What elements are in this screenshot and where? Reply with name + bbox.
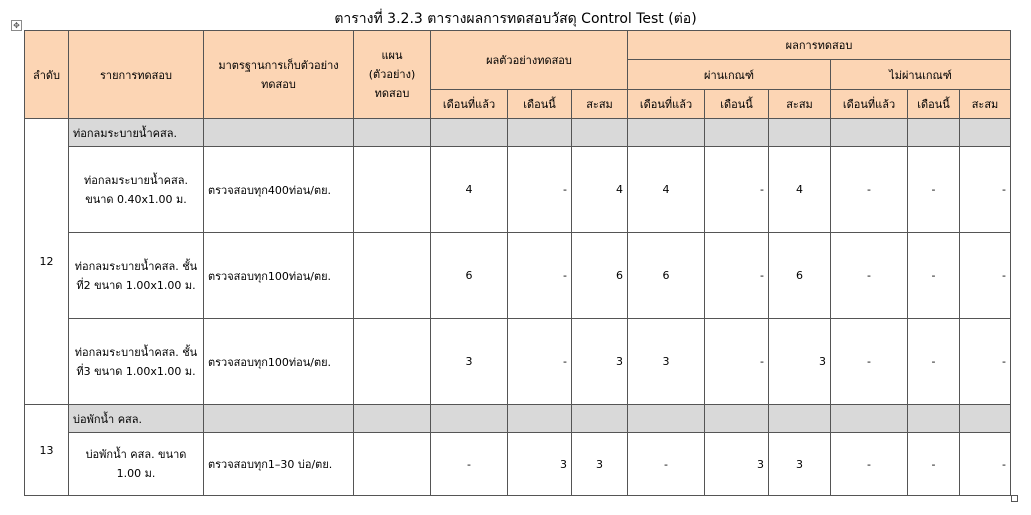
empty-cell bbox=[960, 119, 1011, 147]
pass-prev-month: 6 bbox=[628, 233, 705, 319]
row-standard: ตรวจสอบทุก1–30 บ่อ/ตย. bbox=[204, 433, 354, 496]
empty-cell bbox=[960, 405, 1011, 433]
table-resize-handle-icon[interactable] bbox=[1011, 495, 1018, 502]
sample-prev-month: 6 bbox=[431, 233, 508, 319]
empty-cell bbox=[831, 405, 908, 433]
pass-prev-month: - bbox=[628, 433, 705, 496]
fail-prev-month: - bbox=[831, 319, 908, 405]
header-plan: แผน (ตัวอย่าง) ทดสอบ bbox=[354, 31, 431, 119]
empty-cell bbox=[705, 119, 769, 147]
header-pass-cumulative: สะสม bbox=[769, 90, 831, 119]
sample-cumulative: 4 bbox=[572, 147, 628, 233]
empty-cell bbox=[628, 119, 705, 147]
header-sample-prev-month: เดือนที่แล้ว bbox=[431, 90, 508, 119]
fail-cumulative: - bbox=[960, 433, 1011, 496]
empty-cell bbox=[572, 119, 628, 147]
fail-prev-month: - bbox=[831, 233, 908, 319]
header-test-results: ผลการทดสอบ bbox=[628, 31, 1011, 60]
row-item: ท่อกลมระบายน้ำคสล. ขนาด 0.40x1.00 ม. bbox=[69, 147, 204, 233]
table-title: ตารางที่ 3.2.3 ตารางผลการทดสอบวัสดุ Control Test (ต่อ) bbox=[334, 11, 697, 27]
fail-cumulative: - bbox=[960, 319, 1011, 405]
fail-cumulative: - bbox=[960, 233, 1011, 319]
empty-cell bbox=[628, 405, 705, 433]
fail-this-month: - bbox=[908, 233, 960, 319]
header-fail-cumulative: สะสม bbox=[960, 90, 1011, 119]
pass-this-month: - bbox=[705, 319, 769, 405]
pass-this-month: - bbox=[705, 147, 769, 233]
sample-this-month: - bbox=[508, 233, 572, 319]
empty-cell bbox=[769, 119, 831, 147]
row-standard: ตรวจสอบทุก400ท่อน/ตย. bbox=[204, 147, 354, 233]
pass-cumulative: 3 bbox=[769, 433, 831, 496]
row-item: บ่อพักน้ำ คสล. ขนาด 1.00 ม. bbox=[69, 433, 204, 496]
header-pass: ผ่านเกณฑ์ bbox=[628, 60, 831, 90]
pass-prev-month: 4 bbox=[628, 147, 705, 233]
sample-prev-month: - bbox=[431, 433, 508, 496]
empty-cell bbox=[908, 405, 960, 433]
row-plan bbox=[354, 147, 431, 233]
header-fail: ไม่ผ่านเกณฑ์ bbox=[831, 60, 1011, 90]
group-order: 12 bbox=[25, 119, 69, 405]
sample-cumulative: 3 bbox=[572, 433, 628, 496]
row-standard: ตรวจสอบทุก100ท่อน/ตย. bbox=[204, 319, 354, 405]
pass-cumulative: 4 bbox=[769, 147, 831, 233]
control-test-table bbox=[24, 30, 1011, 496]
empty-cell bbox=[354, 119, 431, 147]
header-item: รายการทดสอบ bbox=[69, 31, 204, 119]
row-item: ท่อกลมระบายน้ำคสล. ชั้นที่2 ขนาด 1.00x1.00 ม. bbox=[69, 233, 204, 319]
group-label: ท่อกลมระบายน้ำคสล. bbox=[69, 119, 204, 147]
empty-cell bbox=[769, 405, 831, 433]
fail-prev-month: - bbox=[831, 433, 908, 496]
pass-prev-month: 3 bbox=[628, 319, 705, 405]
empty-cell bbox=[354, 405, 431, 433]
empty-cell bbox=[508, 405, 572, 433]
sample-cumulative: 6 bbox=[572, 233, 628, 319]
pass-this-month: 3 bbox=[705, 433, 769, 496]
sample-prev-month: 3 bbox=[431, 319, 508, 405]
pass-cumulative: 6 bbox=[769, 233, 831, 319]
empty-cell bbox=[431, 405, 508, 433]
header-fail-this-month: เดือนนี้ bbox=[908, 90, 960, 119]
group-label: บ่อพักน้ำ คสล. bbox=[69, 405, 204, 433]
fail-cumulative: - bbox=[960, 147, 1011, 233]
header-pass-prev-month: เดือนที่แล้ว bbox=[628, 90, 705, 119]
fail-this-month: - bbox=[908, 433, 960, 496]
empty-cell bbox=[908, 119, 960, 147]
empty-cell bbox=[705, 405, 769, 433]
header-pass-this-month: เดือนนี้ bbox=[705, 90, 769, 119]
row-plan bbox=[354, 233, 431, 319]
header-sample-cumulative: สะสม bbox=[572, 90, 628, 119]
header-order: ลำดับ bbox=[25, 31, 69, 119]
fail-this-month: - bbox=[908, 147, 960, 233]
sample-prev-month: 4 bbox=[431, 147, 508, 233]
empty-cell bbox=[508, 119, 572, 147]
empty-cell bbox=[831, 119, 908, 147]
row-plan bbox=[354, 433, 431, 496]
row-item: ท่อกลมระบายน้ำคสล. ชั้นที่3 ขนาด 1.00x1.00 ม. bbox=[69, 319, 204, 405]
empty-cell bbox=[572, 405, 628, 433]
sample-this-month: - bbox=[508, 147, 572, 233]
header-standard: มาตรฐานการเก็บตัวอย่างทดสอบ bbox=[204, 31, 354, 119]
row-standard: ตรวจสอบทุก100ท่อน/ตย. bbox=[204, 233, 354, 319]
header-fail-prev-month: เดือนที่แล้ว bbox=[831, 90, 908, 119]
empty-cell bbox=[431, 119, 508, 147]
fail-prev-month: - bbox=[831, 147, 908, 233]
header-sample-this-month: เดือนนี้ bbox=[508, 90, 572, 119]
table-move-handle-icon[interactable]: ✥ bbox=[11, 20, 22, 31]
pass-cumulative: 3 bbox=[769, 319, 831, 405]
group-order: 13 bbox=[25, 405, 69, 496]
sample-this-month: 3 bbox=[508, 433, 572, 496]
row-plan bbox=[354, 319, 431, 405]
pass-this-month: - bbox=[705, 233, 769, 319]
header-sample-results: ผลตัวอย่างทดสอบ bbox=[431, 31, 628, 90]
sample-cumulative: 3 bbox=[572, 319, 628, 405]
empty-cell bbox=[204, 405, 354, 433]
empty-cell bbox=[204, 119, 354, 147]
fail-this-month: - bbox=[908, 319, 960, 405]
sample-this-month: - bbox=[508, 319, 572, 405]
